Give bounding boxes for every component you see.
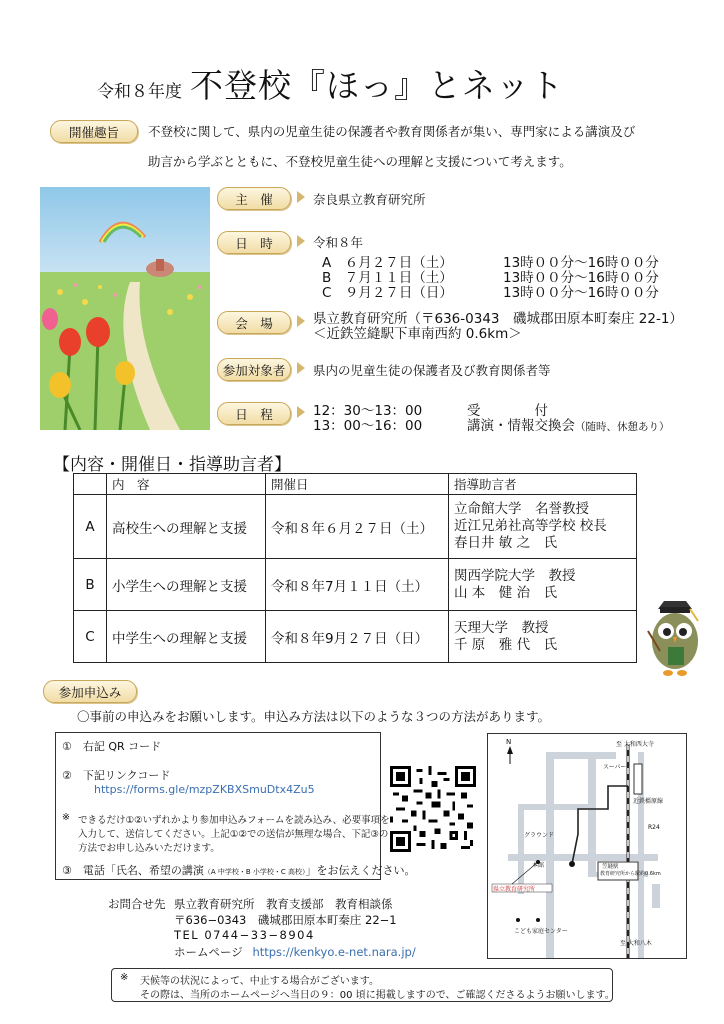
venue-label: 会 場: [217, 311, 291, 334]
datetime-arrow-icon: [297, 235, 305, 247]
purpose-label: 開催趣旨: [50, 120, 138, 143]
map-graphic: [488, 734, 686, 958]
footer-line1: 天候等の状況によって、中止する場合がございます。: [140, 976, 379, 987]
map-center: こども家庭センター: [514, 928, 568, 935]
footer-line2: その際は、当所のホームページへ当日の９：00 頃に掲載しますので、ご確認くださるようお願いします。: [140, 990, 615, 1001]
organizer-label: 主 催: [217, 187, 291, 210]
qr-code-icon[interactable]: [390, 766, 476, 852]
map-rail: 近鉄橿原線: [633, 798, 664, 805]
apply-methods-box: [55, 732, 416, 880]
organizer-arrow-icon: [297, 191, 305, 203]
contact-hp-label: ホームページ: [174, 945, 243, 959]
owl-mascot-icon: [640, 597, 710, 679]
contact-hp: [174, 944, 416, 960]
datetime-time-a: 13時００分〜16時００分: [503, 255, 659, 271]
program-desc-2: 講演・情報交換会（随時、休憩あり）: [467, 418, 670, 434]
table-header-id: [74, 474, 107, 495]
contact-hp-link[interactable]: https://kenkyo.e-net.nara.jp/: [252, 945, 416, 959]
map-station-box: 笠縫駅: [602, 864, 619, 870]
apply-method-3: ③ 電話「氏名、希望の講演（A 中学校・B 小学校・C 高校）」をお伝えください。: [62, 864, 416, 877]
table-row: C 中学生への理解と支援 令和８年9月２７日（日） 天理大学 教授 千 原 雅 代 氏: [74, 611, 637, 663]
program-time-1: 12：30〜13：00: [313, 403, 423, 419]
apply-note-mark: ※: [62, 812, 70, 823]
program-label: 日 程: [217, 402, 291, 425]
access-map: [487, 733, 687, 959]
table-header-row: [74, 474, 637, 495]
map-main-bldg: 本館: [532, 862, 545, 869]
purpose-line1: 不登校に関して、県内の児童生徒の保護者や教育関係者が集い、専門家による講演及び: [148, 124, 636, 139]
map-distance-box: 教育研究所から駅約0.6km: [600, 871, 661, 877]
contact-label: お問合せ先: [108, 897, 166, 911]
table-row: A 高校生への理解と支援 令和８年６月２７日（土） 立命館大学 名誉教授 近江兄弟社高等学校 校長 春日井 敏 之 氏: [74, 495, 637, 559]
apply-intro: 〇事前の申込みをお願いします。申込み方法は以下のような３つの方法があります。: [77, 709, 551, 724]
table-header-date: 開催日: [266, 474, 449, 495]
map-top-station: 至 大和西大寺: [616, 741, 654, 748]
illustration-flower-field: [40, 187, 210, 430]
map-route: R24: [648, 824, 660, 831]
map-institute: 県立教育研究所: [493, 886, 536, 893]
map-supermarket: スーパー: [603, 764, 627, 771]
title-main: 不登校『ほっ』とネット: [190, 66, 564, 105]
apply-note-2: 入力して、送信してください。上記①②での送信が無理な場合、下記③の: [78, 829, 389, 840]
datetime-date-c: C ９月２７日（日）: [322, 285, 453, 301]
datetime-date-b: B ７月１１日（土）: [322, 270, 453, 286]
title-year: 令和８年度: [97, 82, 182, 102]
target-value: 県内の児童生徒の保護者及び教育関係者等: [313, 363, 551, 378]
datetime-date-a: A ６月２７日（土）: [322, 255, 453, 271]
table-header-content: 内 容: [107, 474, 266, 495]
map-bottom-station: 至 大和八木: [620, 940, 652, 947]
schedule-table: [73, 473, 637, 663]
program-note-2: （随時、休憩あり）: [575, 421, 670, 433]
apply-label: 参加申込み: [43, 680, 137, 703]
target-arrow-icon: [297, 362, 305, 374]
datetime-label: 日 時: [217, 231, 291, 254]
footer-notice: [111, 968, 613, 1002]
apply-note-1: できるだけ①②いずれかより参加申込みフォームを読み込み、必要事項を: [78, 815, 390, 826]
target-label: 参加対象者: [217, 358, 291, 381]
venue-arrow-icon: [297, 315, 305, 327]
program-desc-1: 受 付: [467, 403, 548, 419]
table-row: B 小学生への理解と支援 令和８年7月１１日（土） 関西学院大学 教授 山 本 健 治 氏: [74, 559, 637, 611]
apply-method-2: ② 下記リンクコード: [62, 769, 171, 782]
apply-method-1: ① 右記 QR コード: [62, 740, 162, 753]
venue-line2: ＜近鉄笠縫駅下車南西約 0.6km＞: [313, 326, 522, 342]
contact-org: 県立教育研究所 教育支援部 教育相談係: [174, 897, 393, 911]
table-header-advisor: 指導助言者: [449, 474, 637, 495]
contact-address: 〒636−0343 磯城郡田原本町秦庄 22−1: [174, 913, 397, 927]
page-title: [97, 60, 564, 107]
program-time-2: 13：00〜16：00: [313, 418, 423, 434]
datetime-time-c: 13時００分〜16時００分: [503, 285, 659, 301]
schedule-heading: 【内容・開催日・指導助言者】: [53, 455, 291, 475]
purpose-line2: 助言から学ぶとともに、不登校児童生徒への理解と支援について考えます。: [148, 154, 572, 169]
contact-tel: TEL 0744−33−8904: [174, 928, 315, 942]
map-ground: グラウンド: [524, 832, 555, 839]
footer-mark: ※: [120, 972, 129, 983]
program-arrow-icon: [297, 406, 305, 418]
map-north: N: [506, 738, 512, 746]
datetime-year: 令和８年: [313, 235, 364, 250]
datetime-time-b: 13時００分〜16時００分: [503, 270, 659, 286]
organizer-value: 奈良県立教育研究所: [313, 192, 426, 207]
venue-line1: 県立教育研究所（〒636-0343 磯城郡田原本町秦庄 22-1）: [313, 311, 683, 327]
apply-note-3: 方法でお申し込みいただけます。: [78, 843, 220, 854]
apply-form-link[interactable]: https://forms.gle/mzpZKBXSmuDtx4Zu5: [94, 783, 315, 796]
